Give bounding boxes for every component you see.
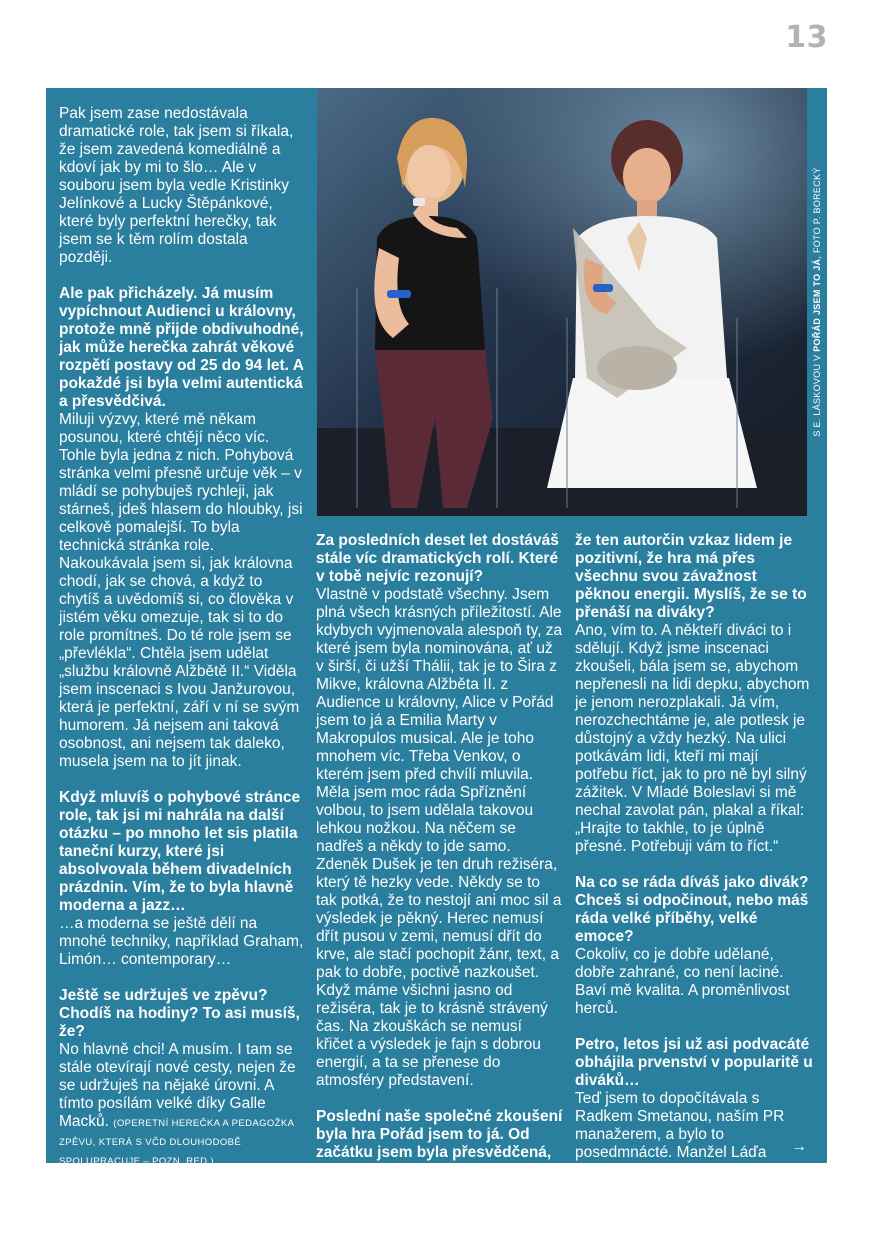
- question: Petro, letos jsi už asi podvacáté obhájila prvenství v popularitě u diváků…: [575, 1036, 813, 1089]
- editor-note: (OPERETNÍ HEREČKA A PEDAGOŽKA ZPĚVU, KTERÁ S VČD DLOUHODOBĚ SPOLUPRACUJE – POZN. RED.): [59, 1118, 294, 1167]
- paragraph: Pak jsem zase nedostávala dramatické role, tak jsem si říkala, že jsem zavedená komediálně a kdoví jak by mi to šlo… Ale v souboru jsem byla vedle Kristinky Jelínkové a Lucky Štěpánkové, které byly perfektní herečky, tak jsem se k těm rolím dostala později.: [59, 105, 294, 266]
- answer: Ano, vím to. A někteří diváci to i sdělují. Když jsme inscenaci zkoušeli, bála jsem se, abychom nepřenesli na lidi depku, abychom je jenom nerozplakali. Já vím, nerozchechtáme je, ale potlesk je důstojný a vždy hezký. Na ulici potkávám lidi, kteří mi mají potřebu říct, jak to pro ně byl silný zážitek. V Mladé Boleslavi si mě nechal zavolat pán, plakal a říkal: „Hrajte to takhle, to je úplně přesné. Potřebuji vám to říct.“: [575, 622, 810, 855]
- continue-arrow-icon: →: [791, 1138, 807, 1155]
- question: Když mluvíš o pohybové stránce role, tak jsi mi nahrála na další otázku – po mnoho let sis platila taneční kurzy, které jsi absolvovala během divadelních prázdnin. Vím, že to byla hlavně moderna a jazz…: [59, 789, 301, 914]
- question: že ten autorčin vzkaz lidem je pozitivní, že hra má přes všechnu svou závažnost pěknou energii. Myslíš, že se to přenáší na diváky?: [575, 532, 807, 621]
- text-column-2: [316, 532, 563, 1162]
- photo-credit-strip: [807, 88, 827, 516]
- answer: …a moderna se ještě dělí na mnohé techniky, například Graham, Limón… contemporary…: [59, 915, 304, 968]
- question: Ještě se udržuješ ve zpěvu? Chodíš na hodiny? To asi musíš, že?: [59, 987, 300, 1040]
- answer: Vlastně v podstatě všechny. Jsem plná všech krásných příležitostí. Ale kdybych vyjmenovala alespoň ty, za které jsem byla nominována, ať už v širší, či užší Thálii, tak je to Šira z Mikve, královna Alžběta II. z Audience u královny, Alice v Pořád jsem to já a Emilia Marty v Makropulos musical. Ale je toho mnohem víc. Třeba Venkov, o kterém jsem před chvílí mluvila. Měla jsem moc ráda Spříznění volbou, to jsem udělala takovou lehkou nožkou. Na něčem se nadřeš a někdy to jde samo. Zdeněk Dušek je ten druh režiséra, který tě hezky vede. Někdy se to tak potká, že to nestojí ani moc sil a výsledek je pěkný. Herec nemusí dřít pusou v zemi, nemusí dřít do krve, ale stačí pochopit žánr, text, a pak to dobře, poctivě nazkoušet. Když máme všichni jasno od režiséra, tak je to krásně strávený čas. Na zkouškách se nemusí křičet a výsledek je fajn s dobrou energií, a ta se přenese do atmosféry představení.: [316, 586, 563, 1089]
- answer: No hlavně chci! A musím. I tam se stále otevírají nové cesty, nejen že se udržuješ na nějaké úrovni. A tímto posílám velké díky Galle Macků. (OPERETNÍ HEREČKA A PEDAGOŽKA ZPĚVU, KTERÁ S VČD DLOUHODOBĚ SPOLUPRACUJE – POZN. RED.): [59, 1041, 296, 1167]
- stage-photo: [317, 88, 807, 516]
- question: Ale pak přicházely. Já musím vypíchnout Audienci u královny, protože mně přijde obdivuhodné, jak může herečka zahrát věkové rozpětí postavy od 25 do 94 let. A pokaždé jsi byla velmi autentická a přesvědčivá.: [59, 285, 304, 410]
- photo-credit: S E. LÁSKOVOU V POŘÁD JSEM TO JÁ, FOTO P. BORECKÝ: [812, 167, 822, 437]
- answer: Miluji výzvy, které mě někam posunou, které chtějí něco víc. Tohle byla jedna z nich. Pohybová stránka velmi přesně určuje věk – v mládí se pohybuješ rychleji, jak stárneš, jdeš hlasem do hloubky, jsi celkově pomalejší. To byla technická stránka role. Nakoukávala jsem si, jak královna chodí, jak se chová, a když to chytíš a uvědomíš si, co člověka v jistém věku omezuje, tak si to do role promítneš. Do té role jsem se „převlékla“. Chtěla jsem udělat „službu královně Alžbětě II.“ Viděla jsem inscenaci s Ivou Janžurovou, která je perfektní, září v ní se svým humorem. Já nejsem ani taková osobnost, ani nejsem tak daleko, musela jsem na to jít jinak.: [59, 411, 303, 770]
- text-column-1: [59, 105, 304, 1170]
- page-number: 13: [785, 20, 828, 55]
- answer: Teď jsem to dopočítávala s Radkem Smetanou, naším PR manažerem, a bylo to posedmnácté. Manžel Láďa počtrnácté.: [575, 1090, 785, 1179]
- text-column-3: [575, 532, 815, 1180]
- question: Za posledních deset let dostáváš stále víc dramatických rolí. Které v tobě nejvíc rezonují?: [316, 532, 559, 585]
- answer: Cokoliv, co je dobře udělané, dobře zahrané, co není laciné. Baví mě kvalita. A proměnlivost herců.: [575, 946, 790, 1017]
- interview-panel: [46, 88, 827, 1179]
- question: Poslední naše společné zkoušení byla hra Pořád jsem to já. Od začátku jsem byla přesvědčená,: [316, 1108, 563, 1161]
- question: Na co se ráda díváš jako divák? Chceš si odpočinout, nebo máš ráda velké příběhy, velké emoce?: [575, 874, 809, 945]
